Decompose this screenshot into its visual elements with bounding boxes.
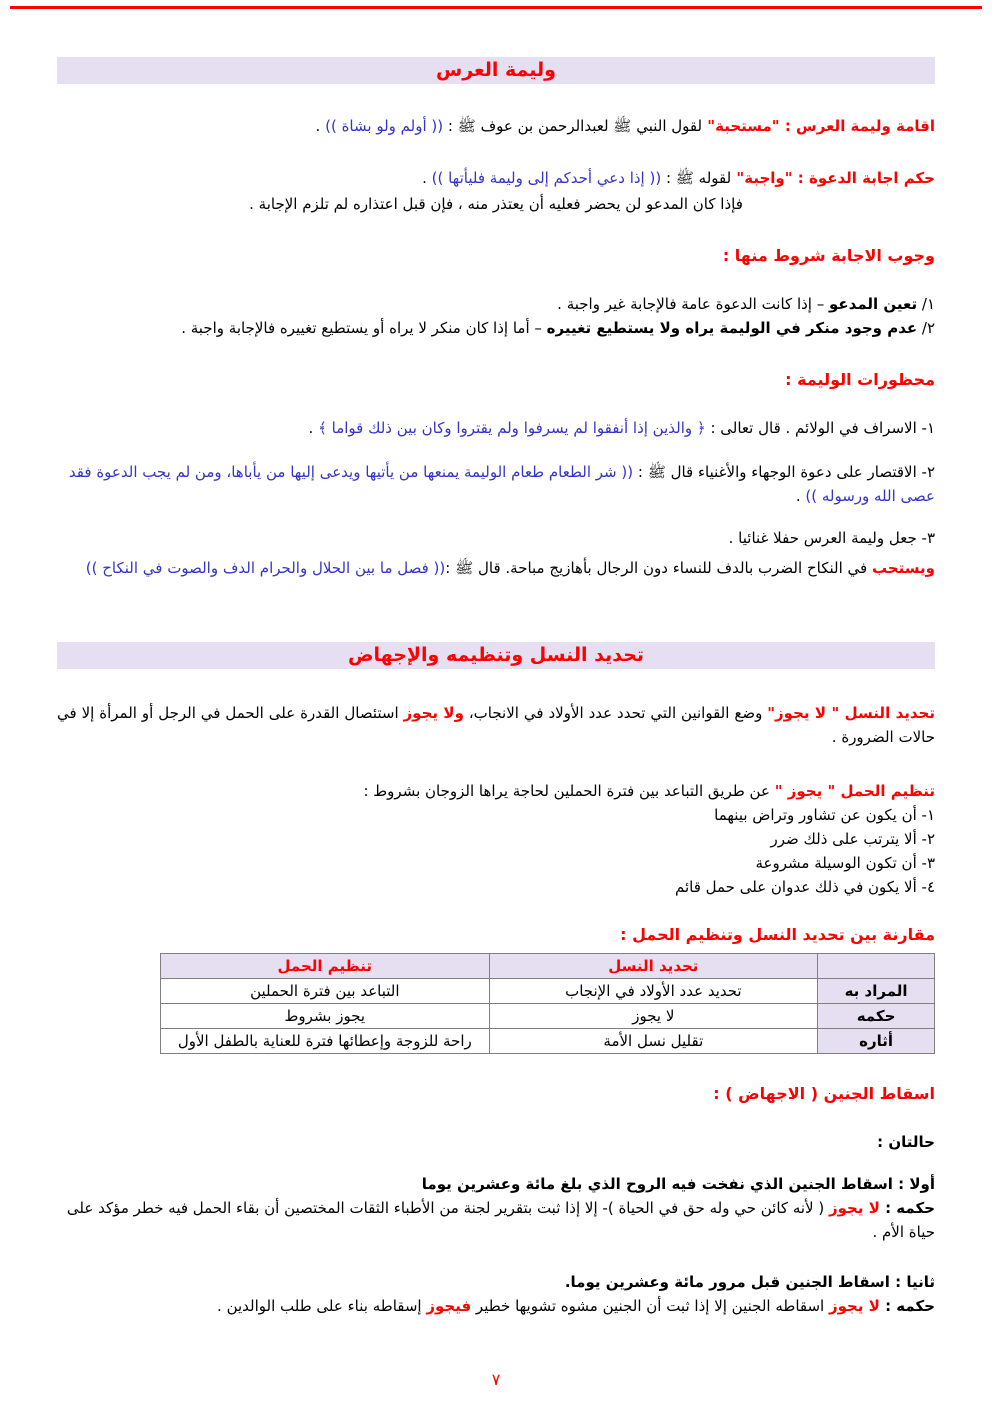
page-number: ٧ bbox=[491, 1370, 501, 1389]
walimah-establishment-text: لقول النبي ﷺ لعبدالرحمن بن عوف ﷺ : bbox=[443, 117, 703, 135]
walimah-establishment-ruling: اقامة وليمة العرس : "مستحبة" bbox=[702, 117, 935, 135]
comparison-table bbox=[160, 953, 935, 1054]
invitation-excuse-note: فإذا كان المدعو لن يحضر فعليه أن يعتذر منه ، فإن قبل اعتذاره لم تلزم الإجابة . bbox=[249, 195, 743, 213]
answering-conditions-heading: وجوب الاجابة شروط منها : bbox=[722, 246, 935, 265]
prohibition-item-1 bbox=[57, 416, 935, 440]
case-1-ruling-label: حكمه : bbox=[879, 1199, 935, 1217]
section-walimah-header-bar bbox=[57, 57, 935, 84]
invitation-hadith-quote: (( إذا دعي أحدكم إلى وليمة فليأتها )) bbox=[431, 169, 662, 187]
birth-limitation-text-a: وضع القوانين التي تحدد عدد الأولاد في الانجاب، bbox=[463, 704, 768, 722]
condition-1-text: – إذا كانت الدعوة عامة فالإجابة غير واجبة . bbox=[557, 295, 830, 313]
prohibition-2-hadith-quote: (( شر الطعام طعام الوليمة يمنعها من يأتيها ويدعى إليها من يأباها، ومن لم يجب الدعوة فقد عصى الله ورسوله )) bbox=[68, 463, 935, 505]
table-header-birth-limitation: تحديد النسل bbox=[489, 954, 818, 979]
effects-birth-limitation-cell: تقليل نسل الأمة bbox=[489, 1029, 818, 1054]
condition-1-number: ١/ bbox=[917, 295, 935, 313]
condition-item-1 bbox=[57, 292, 935, 316]
duff-hadith-quote: (( فصل ما بين الحلال والحرام الدف والصوت في النكاح )) bbox=[85, 559, 446, 577]
row-label-meaning: المراد به bbox=[818, 979, 935, 1004]
case-2-ruling-verdict: لا يجوز bbox=[828, 1297, 880, 1315]
family-planning-text: عن طريق التباعد بين فترة الحملين لحاجة يراها الزوجان بشروط : bbox=[363, 782, 775, 800]
two-cases-label: حالتان : bbox=[877, 1133, 935, 1151]
case-2-ruling-label: حكمه : bbox=[879, 1297, 935, 1315]
invitation-ruling-lead: حكم اجابة الدعوة : "واجبة" bbox=[731, 169, 935, 187]
section-birth-control-title: تحديد النسل وتنظيمه والإجهاض bbox=[347, 644, 645, 666]
prohibition-2-tail: . bbox=[795, 487, 806, 505]
table-row-effects bbox=[161, 1029, 935, 1054]
abortion-heading: اسقاط الجنين ( الاجهاض ) : bbox=[713, 1084, 935, 1103]
prohibition-item-3: ٣- جعل وليمة العرس حفلا غنائيا . bbox=[728, 529, 935, 547]
duff-recommendation-paragraph bbox=[57, 556, 935, 580]
walimah-prohibitions-heading: محظورات الوليمة : bbox=[785, 370, 935, 389]
invitation-ruling-paragraph bbox=[57, 166, 935, 190]
meaning-family-planning-cell: التباعد بين فترة الحملين bbox=[161, 979, 490, 1004]
birth-limitation-paragraph bbox=[57, 701, 935, 749]
invitation-ruling-tail: . bbox=[422, 169, 432, 187]
planning-condition-item-4: ٤- ألا يكون في ذلك عدوان على حمل قائم bbox=[674, 878, 935, 896]
row-label-ruling: حكمه bbox=[818, 1004, 935, 1029]
planning-condition-item-2: ٢- ألا يترتب على ذلك ضرر bbox=[770, 830, 935, 848]
top-border-line bbox=[10, 6, 982, 9]
ruling-family-planning-cell: يجوز بشروط bbox=[161, 1004, 490, 1029]
case-2-ruling-text-b: إسقاطه بناء على طلب الوالدين . bbox=[217, 1297, 427, 1315]
effects-family-planning-cell: راحة للزوجة وإعطائها فترة للعناية بالطفل الأول bbox=[161, 1029, 490, 1054]
prohibition-1-tail: . bbox=[308, 419, 319, 437]
family-planning-ruling: تنظيم الحمل " يجوز " bbox=[774, 782, 935, 800]
walimah-establishment-hadith-quote: (( أولم ولو بشاة )) bbox=[325, 117, 444, 135]
abortion-case-2-title: ثانيا : اسقاط الجنين قبل مرور مائة وعشرين يوما. bbox=[564, 1273, 935, 1291]
planning-condition-item-3: ٣- أن تكون الوسيلة مشروعة bbox=[755, 854, 935, 872]
planning-condition-item-1: ١- أن يكون عن تشاور وتراض بينهما bbox=[714, 806, 935, 824]
duff-recommendation-keyword: ويستحب bbox=[871, 559, 935, 577]
table-row-ruling bbox=[161, 1004, 935, 1029]
invitation-ruling-text: لقوله ﷺ : bbox=[661, 169, 732, 187]
table-row-meaning bbox=[161, 979, 935, 1004]
row-label-effects: أثاره bbox=[818, 1029, 935, 1054]
birth-limitation-ruling: تحديد النسل " لا يجوز" bbox=[767, 704, 935, 722]
condition-2-text: – أما إذا كان منكر لا يراه أو يستطيع تغييره فالإجابة واجبة . bbox=[181, 319, 547, 337]
walimah-establishment-paragraph bbox=[57, 114, 935, 138]
birth-limitation-ruling-2: ولا يجوز bbox=[403, 704, 464, 722]
family-planning-conditions-list bbox=[57, 803, 935, 899]
condition-item-2 bbox=[57, 316, 935, 340]
case-2-ruling-text-a: اسقاطه الجنين إلا إذا ثبت أن الجنين مشوه تشويها خطير bbox=[471, 1297, 829, 1315]
abortion-case-2-ruling bbox=[57, 1294, 935, 1318]
abortion-case-1-title: أولا : اسقاط الجنين الذي نفخت فيه الروح الذي بلغ مائة وعشرين يوما bbox=[421, 1175, 935, 1193]
birth-limitation-text-b: استئصال القدرة على الحمل في الرجل أو المرأة إلا في حالات الضرورة . bbox=[57, 704, 935, 746]
section-birth-control-header-bar bbox=[57, 642, 935, 669]
table-header-family-planning: تنظيم الحمل bbox=[161, 954, 490, 979]
quran-quote: ﴿ والذين إذا أنفقوا لم يسرفوا ولم يقتروا وكان بين ذلك قواما ﴾ bbox=[318, 419, 706, 437]
case-1-ruling-verdict: لا يجوز bbox=[828, 1199, 880, 1217]
condition-2-number: ٢/ bbox=[917, 319, 935, 337]
prohibition-2-text: ٢- الاقتصار على دعوة الوجهاء والأغنياء قال ﷺ : bbox=[633, 463, 935, 481]
condition-1-keyword: تعين المدعو bbox=[829, 295, 918, 313]
comparison-heading: مقارنة بين تحديد النسل وتنظيم الحمل : bbox=[620, 925, 935, 944]
section-walimah-title: وليمة العرس bbox=[436, 59, 556, 81]
prohibition-item-2 bbox=[57, 460, 935, 508]
condition-2-keyword: عدم وجود منكر في الوليمة يراه ولا يستطيع تغييره bbox=[546, 319, 918, 337]
meaning-birth-limitation-cell: تحديد عدد الأولاد في الإنجاب bbox=[489, 979, 818, 1004]
ruling-birth-limitation-cell: لا يجوز bbox=[489, 1004, 818, 1029]
case-2-ruling-exception: فيجوز bbox=[426, 1297, 472, 1315]
table-corner-cell bbox=[818, 954, 935, 979]
duff-recommendation-text: في النكاح الضرب بالدف للنساء دون الرجال بأهازيج مباحة. قال ﷺ : bbox=[445, 559, 872, 577]
abortion-case-1-ruling bbox=[57, 1196, 935, 1244]
family-planning-paragraph bbox=[57, 779, 935, 803]
walimah-establishment-tail: . bbox=[315, 117, 326, 135]
case-1-ruling-text: ( لأنه كائن حي وله حق في الحياة )- إلا إذا ثبت بتقرير لجنة من الأطباء الثقات المختصين أن بقاء الحمل فيه خطر مؤكد على حياة الأم . bbox=[66, 1199, 935, 1241]
prohibition-1-text: ١- الاسراف في الولائم . قال تعالى : bbox=[705, 419, 935, 437]
comparison-table-header-row bbox=[161, 954, 935, 979]
